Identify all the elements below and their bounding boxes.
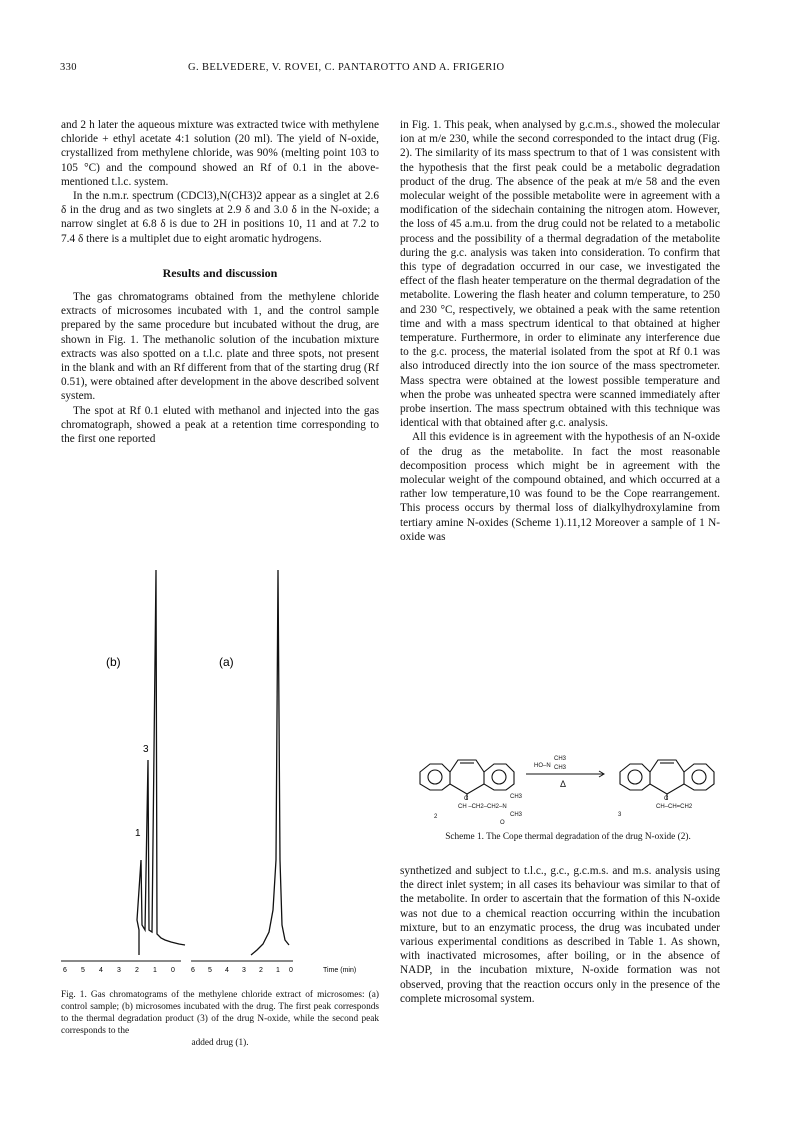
- page-number: 330: [60, 62, 77, 73]
- tick-b: 1: [153, 967, 157, 974]
- paragraph-nmr-prep: and 2 h later the aqueous mixture was extracted twice with methylene chloride + ethyl acetate 4:1 solution (20 ml). The yield of N-oxide, crystallized from methylene chloride, was 90% (melting point 103 to 105 °C) and the compound showed an Rf of 0.1 in the above-mentioned t.l.c. system.: [61, 119, 379, 188]
- paragraph-gcms: in Fig. 1. This peak, when analysed by g.c.m.s., showed the molecular ion at m/e 230, while the second corresponded to the intact drug (Fig. 2). The similarity of its mass spectrum to that of 1 was consistent with the hypothesis that the first peak could be a metabolic degradation product of the drug. The absence of the peak at m/e 58 and the even molecular weight of the possible metabolite were in agreement with a modification of the sidechain containing the nitrogen atom. However, the loss of 45 a.m.u. from the drug could not be related to a metabolic process and the possibility of a thermal degradation of the metabolite during the g.c. analysis was taken into consideration. To confirm that this type of degradation occurred in our case, we investigated the effect of the flash heater temperature on the thermal degradation of the metabolite. Lowering the flash heater and column temperature, to 250 and 230 °C, respectively, we obtained a peak with the same retention time and with a mass spectrum identical to that obtained at higher temperature. Furthermore, in order to eliminate any interference due to the g.c. process, the material isolated from the spot at Rf 0.1 was also introduced directly into the ion source of the mass spectrometer. Mass spectra were obtained at the lowest possible temperature and when the probe was unheated spectra were scanned immediately after probe insertion. The mass spectrum obtained with this technique was identical with that obtained after g.c. analysis.: [400, 119, 720, 430]
- left-column: [61, 118, 379, 446]
- section-heading: Results and discussion: [162, 265, 278, 280]
- paragraph-synthesis: synthetized and subject to t.l.c., g.c., g.c.m.s. and m.s. analysis using the direct inlet system; in all cases its behaviour was similar to that of the metabolite. In order to ascertain that the formation of this N-oxide was not due to a chemical reaction occurring within the incubation mixture, but to an enzymatic process, the drug was incubated under various experimental conditions as described in Table 1. As shown, with inactivated microsomes, after boiling, or in the absence of NADP, in the incubation mixture, N-oxide formation was not observed, proving that the reaction occurs only in the presence of the complete microsomal system.: [400, 865, 720, 1005]
- scheme-oxide: O: [500, 820, 505, 826]
- tick-a: 5: [208, 967, 212, 974]
- paragraph-spot: The spot at Rf 0.1 eluted with methanol and injected into the gas chromatograph, showed a peak at a retention time corresponding to the first one reported: [61, 404, 379, 446]
- scheme-me1: CH3: [554, 756, 567, 762]
- chromatogram-a-trace: [251, 570, 289, 955]
- time-axis-label: Time (min): [323, 967, 357, 974]
- scheme-c2-label: C: [664, 796, 669, 802]
- dibenzo-structure-2: [420, 760, 514, 800]
- figure-caption-text: Fig. 1. Gas chromatograms of the methylene chloride extract of microsomes: (a) control sample; (b) microsomes incubated with the drug. The first peak corresponds to the thermal degradation product (3) of the drug N-oxide, while the second peak corresponds to the: [61, 990, 379, 1036]
- ticks-b: [63, 967, 175, 974]
- peak-1-label: 1: [135, 828, 141, 839]
- paragraph-cope: All this evidence is in agreement with the hypothesis of an N-oxide of the drug as the metabolite. In fact the most reasonable decomposition process which might be in agreement with the molecular weight of the compound obtained, and which occurred at a rather low temperature,10 was found to be the Cope rearrangement. This process occurs by thermal loss of dialkylhydroxylamine from tertiary amine N-oxides (Scheme 1).11,12 Moreover a sample of 1 N-oxide was: [400, 431, 720, 543]
- right-column: [400, 118, 720, 544]
- scheme-c-label: C: [464, 796, 469, 802]
- paragraph-results: The gas chromatograms obtained from the methylene chloride extracts of microsomes incubated with 1, and the control sample prepared by the same procedure but incubated without the drug, are shown in Fig. 1. The methanolic solution of the incubation mixture extracts was also spotted on a t.l.c. plate and three spots, not present in the blank and with an Rf different from that of the starting drug (Rf 0.51), were obtained after development in the above described solvent system.: [61, 291, 379, 403]
- scheme-sidechain: CH –CH2–CH2–N: [458, 804, 507, 810]
- running-header: [60, 62, 740, 78]
- tick-b: 4: [99, 967, 103, 974]
- figure-caption-end: added drug (1).: [191, 1038, 249, 1048]
- scheme-product: CH–CH=CH2: [656, 804, 693, 810]
- tick-a: 2: [259, 967, 263, 974]
- peak-3-label: 3: [143, 744, 149, 755]
- label-a: (a): [219, 655, 234, 669]
- tick-a: 4: [225, 967, 229, 974]
- tick-a: 1: [276, 967, 280, 974]
- tick-b: 2: [135, 967, 139, 974]
- tick-a: 6: [191, 967, 195, 974]
- scheme-delta: Δ: [560, 779, 567, 789]
- ticks-a: [191, 967, 293, 974]
- tick-b: 6: [63, 967, 67, 974]
- reaction-arrow: [526, 771, 604, 777]
- dibenzo-structure-3: [620, 760, 714, 800]
- tick-a: 0: [289, 967, 293, 974]
- tick-b: 0: [171, 967, 175, 974]
- paragraph-nmr: In the n.m.r. spectrum (CDCl3),N(CH3)2 appear as a singlet at 2.6 δ in the drug and as two singlets at 2.9 δ and 3.0 δ in the N-oxide; a narrow singlet at 6.8 δ is due to 2H in positions 10, 11 and at 7.2 to 7.4 δ there is a multiplet due to eight aromatic hydrogens.: [61, 190, 379, 245]
- figure-caption: [61, 989, 379, 1049]
- scheme-1-diagram: [406, 746, 726, 828]
- scheme-nme1: CH3: [510, 794, 523, 800]
- tick-a: 3: [242, 967, 246, 974]
- scheme-nme2: CH3: [510, 812, 523, 818]
- scheme-caption: Scheme 1. The Cope thermal degradation of the drug N-oxide (2).: [445, 832, 691, 842]
- scheme-compound-3: 3: [618, 812, 622, 818]
- scheme-compound-2: 2: [434, 814, 438, 820]
- right-column-continued: [400, 864, 720, 1006]
- tick-b: 5: [81, 967, 85, 974]
- author-running-head: G. BELVEDERE, V. ROVEI, C. PANTAROTTO AND A. FRIGERIO: [188, 62, 505, 73]
- chromatogram-figure: [61, 560, 379, 980]
- chromatogram-b-trace: [137, 570, 185, 955]
- label-b: (b): [106, 655, 121, 669]
- scheme-me2: CH3: [554, 765, 567, 771]
- scheme-reagent: HO–N: [534, 763, 551, 769]
- tick-b: 3: [117, 967, 121, 974]
